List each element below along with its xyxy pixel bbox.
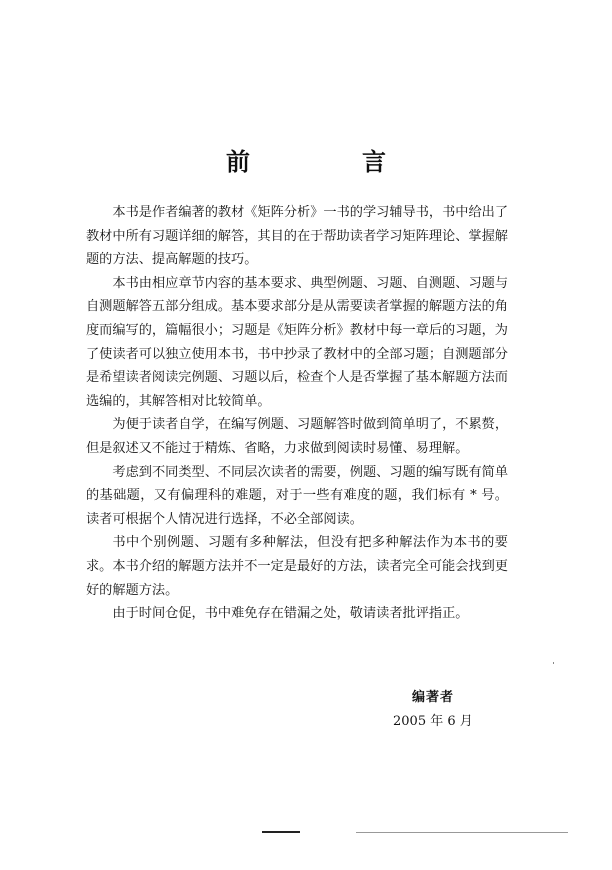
- page-title: 前 言: [226, 147, 430, 176]
- paragraph: 本书是作者编著的教材《矩阵分析》一书的学习辅导书，书中给出了教材中所有习题详细的解答，其目的在于帮助读者学习矩阵理论、掌握解题的方法、提高解题的技巧。: [86, 205, 509, 268]
- footer-rule-long: [356, 832, 568, 833]
- signature-author: 编著者: [412, 690, 455, 705]
- scan-speck: [553, 662, 554, 664]
- paragraph: 考虑到不同类型、不同层次读者的需要，例题、习题的编写既有简单的基础题，又有偏理科的难题，对于一些有难度的题，我们标有 * 号。读者可根据个人情况进行选择，不必全部阅读。: [86, 464, 509, 527]
- footer-rule-short: [262, 831, 300, 833]
- paragraph: 由于时间仓促，书中难免存在错漏之处，敬请读者批评指正。: [112, 606, 469, 622]
- preface-body: [86, 201, 508, 626]
- paragraph: 本书由相应章节内容的基本要求、典型例题、习题、自测题、习题与自测题解答五部分组成。基本要求部分是从需要读者掌握的解题方法的角度而编写的，篇幅很小；习题是《矩阵分析》教材中每一章后的习题，为了使读者可以独立使用本书，书中抄录了教材中的全部习题；自测题部分是希望读者阅读完例题、习题以后，检查个人是否掌握了基本解题方法而选编的，其解答相对比较简单。: [86, 275, 509, 409]
- paragraph: 为便于读者自学，在编写例题、习题解答时做到简单明了，不累赘，但是叙述又不能过于精炼、省略，力求做到阅读时易懂、易理解。: [86, 417, 509, 456]
- signature-date: 2005 年 6 月: [393, 714, 473, 729]
- paragraph: 书中个别例题、习题有多种解法，但没有把多种解法作为本书的要求。本书介绍的解题方法并不一定是最好的方法，读者完全可能会找到更好的解题方法。: [86, 535, 508, 598]
